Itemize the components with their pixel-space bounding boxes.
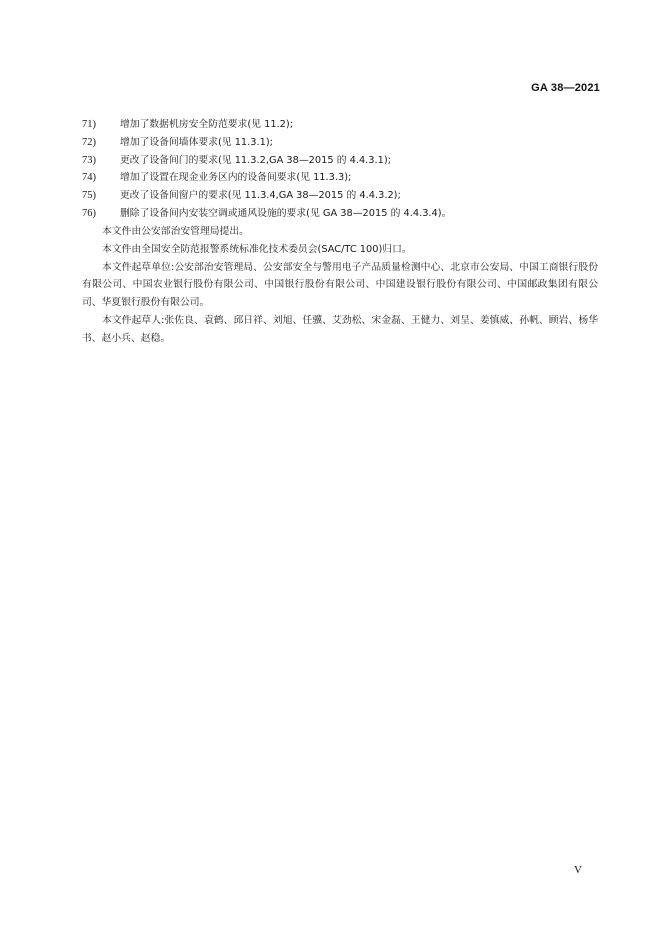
proposer-paragraph: 本文件由公安部治安管理局提出。 bbox=[102, 226, 249, 237]
list-item bbox=[82, 116, 602, 134]
drafting-units-paragraph: 本文件起草单位:公安部治安管理局、公安部安全与警用电子产品质量检测中心、北京市公安局、中国工商银行股份有限公司、中国农业银行股份有限公司、中国银行股份有限公司、中国建设银行股份有限公司、中国邮政集团有限公司、华夏银行股份有限公司。 bbox=[82, 261, 598, 309]
item-number: 72) bbox=[82, 136, 96, 148]
page-number: V bbox=[574, 864, 582, 876]
list-item bbox=[82, 152, 602, 170]
changes-list bbox=[82, 116, 602, 223]
item-number: 74) bbox=[82, 172, 96, 184]
list-item bbox=[82, 134, 602, 152]
drafters-paragraph: 本文件起草人:张佐良、袁鹤、邱日祥、刘旭、任骥、艾劲松、宋金磊、王健力、刘呈、姜慎威、孙帆、顾岩、杨华书、赵小兵、赵稳。 bbox=[82, 314, 598, 344]
item-number: 75) bbox=[82, 190, 96, 202]
list-item bbox=[82, 169, 602, 187]
item-text: 增加了数据机房安全防范要求(见 11.2); bbox=[120, 119, 294, 130]
item-text: 增加了设置在现金业务区内的设备间要求(见 11.3.3); bbox=[120, 172, 352, 184]
item-text: 更改了设备间门的要求(见 11.3.2,GA 38—2015 的 4.4.3.1); bbox=[120, 154, 392, 166]
item-text: 更改了设备间窗户的要求(见 11.3.4,GA 38—2015 的 4.4.3.2); bbox=[120, 190, 401, 202]
list-item bbox=[82, 205, 602, 223]
list-item bbox=[82, 187, 602, 205]
centralized-by-paragraph: 本文件由全国安全防范报警系统标准化技术委员会(SAC/TC 100)归口。 bbox=[102, 243, 412, 255]
item-text: 增加了设备间墙体要求(见 11.3.1); bbox=[120, 136, 273, 148]
item-text: 删除了设备间内安装空调或通风设施的要求(见 GA 38—2015 的 4.4.3.4)。 bbox=[120, 207, 452, 219]
document-code: GA 38—2021 bbox=[531, 82, 600, 94]
item-number: 73) bbox=[82, 154, 96, 166]
foreword-paragraphs bbox=[82, 223, 598, 348]
item-number: 76) bbox=[82, 207, 96, 219]
item-number: 71) bbox=[82, 119, 96, 130]
